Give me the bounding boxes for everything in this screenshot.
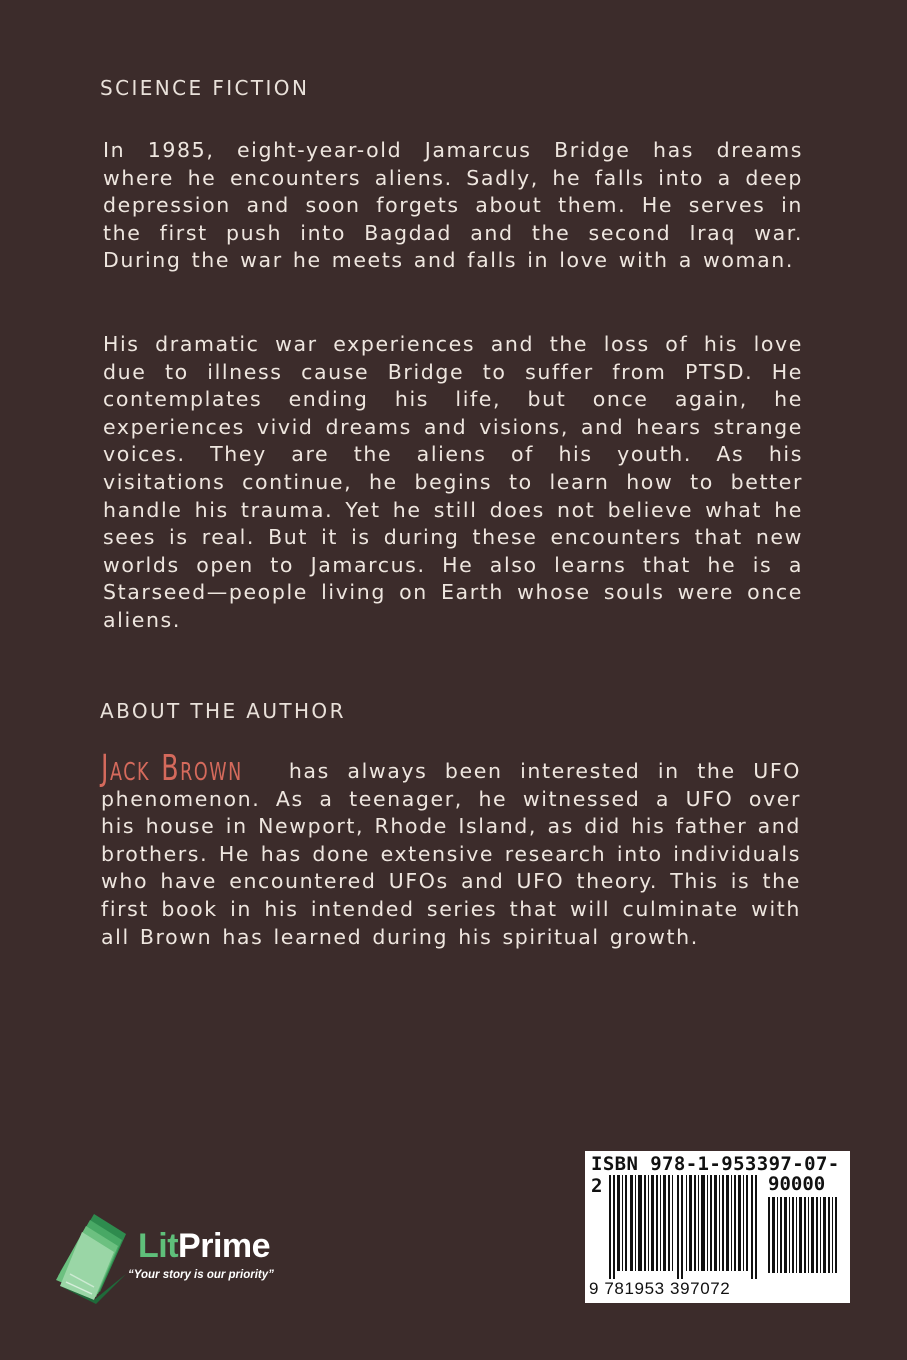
- publisher-name-lit: Lit: [138, 1227, 179, 1265]
- author-name: Jack Brown: [101, 748, 243, 789]
- blurb-paragraph-1: In 1985, eight-year-old Jamarcus Bridge has dreams where he encounters aliens. Sadly, he falls into a deep depression and soon forgets about them. He serves in the first push into Bagdad and the second Iraq war. During the war he meets and falls in love with a woman.: [103, 138, 803, 273]
- author-bio-text: has always been interested in the UFO phenomenon. As a teenager, he witnessed a UFO over his house in Newport, Rhode Island, as did his father and brothers. He has done extensive research into individuals who have encountered UFOs and UFO theory. This is the first book in his intended series that will culminate with all Brown has learned during his spiritual growth.: [101, 759, 801, 949]
- publisher-name: [138, 1227, 270, 1266]
- isbn-barcode: [585, 1151, 850, 1303]
- ean-digits: 9 781953 397072: [589, 1279, 731, 1298]
- isbn-label: ISBN 978-1-953397-07-2: [591, 1153, 840, 1197]
- book-icon: [56, 1212, 146, 1307]
- publisher-logo: [56, 1212, 296, 1307]
- publisher-name-prime: Prime: [178, 1227, 271, 1265]
- barcode-bars-icon: [609, 1175, 759, 1279]
- genre-label: SCIENCE FICTION: [100, 76, 310, 100]
- price-code: 90000: [768, 1173, 826, 1195]
- publisher-tagline: “Your story is our priority”: [128, 1269, 274, 1281]
- about-author-heading: ABOUT THE AUTHOR: [100, 699, 346, 723]
- blurb-paragraph-2: His dramatic war experiences and the loss of his love due to illness cause Bridge to suffer from PTSD. He contemplates ending his life, but once again, he experiences vivid dreams and visions, and hears strange voices. They are the aliens of his youth. As his visitations continue, he begins to learn how to better handle his trauma. Yet he still does not believe what he sees is real. But it is during these encounters that new worlds open to Jamarcus. He also learns that he is a Starseed—people living on Earth whose souls were once aliens.: [103, 332, 803, 632]
- author-bio: [101, 748, 801, 951]
- price-barcode-bars-icon: [768, 1197, 838, 1273]
